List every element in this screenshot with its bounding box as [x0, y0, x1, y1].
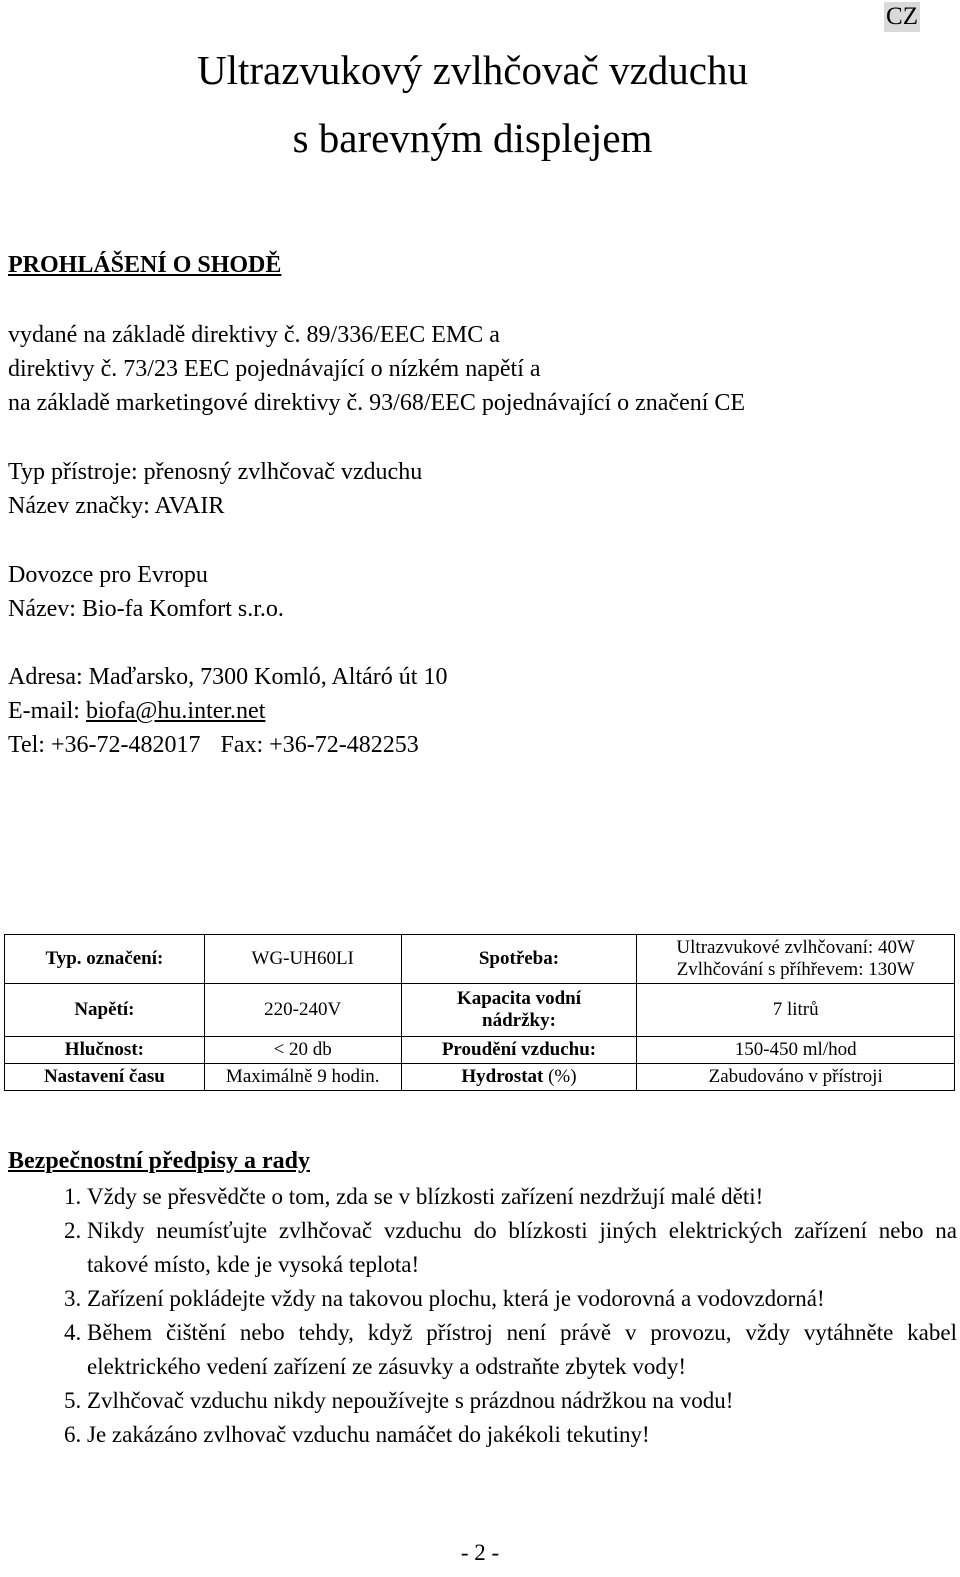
- page-number: - 2 -: [460, 1540, 500, 1565]
- spec-row: [5, 935, 955, 984]
- declaration-heading: PROHLÁŠENÍ O SHODĚ: [8, 252, 282, 278]
- importer-phone-fax: [8, 728, 419, 762]
- list-item: 6. Je zakázáno zvlhovač vzduchu namáčet do jakékoli tekutiny!: [87, 1418, 957, 1452]
- email-link[interactable]: biofa@hu.inter.net: [85, 698, 266, 724]
- list-item: 1. Vždy se přesvědčte o tom, zda se v blízkosti zařízení nezdržují malé děti!: [87, 1180, 957, 1214]
- spec-label: [401, 1064, 637, 1091]
- spec-value-line: Zvlhčování s příhřevem: 130W: [676, 959, 915, 980]
- spec-value: Zabudováno v přístroji: [637, 1064, 955, 1091]
- spec-value: [637, 935, 955, 984]
- safety-list: [47, 1180, 957, 1452]
- spec-value: 220-240V: [204, 984, 401, 1037]
- spec-label-line: Kapacita vodní: [456, 988, 581, 1009]
- spec-value: 150-450 ml/hod: [637, 1037, 955, 1064]
- list-item: 4. Během čištění nebo tehdy, když přístroj není právě v provozu, vždy vytáhněte kabel elektrického vedení zařízení ze zásuvky a odstraňte zbytek vody!: [87, 1316, 957, 1384]
- list-item: 3. Zařízení pokládejte vždy na takovou plochu, která je vodorovná a vodovzdorná!: [87, 1282, 957, 1316]
- spec-label-line: nádržky:: [482, 1010, 556, 1031]
- importer-email: [8, 694, 265, 728]
- spec-label: Spotřeba:: [401, 935, 637, 984]
- declaration-line: vydané na základě direktivy č. 89/336/EEC EMC a: [8, 322, 500, 348]
- spec-table: [4, 934, 955, 1091]
- list-item: 5. Zvlhčovač vzduchu nikdy nepoužívejte s prázdnou nádržkou na vodu!: [87, 1384, 957, 1418]
- list-item: 2. Nikdy neumísťujte zvlhčovač vzduchu do blízkosti jiných elektrických zařízení nebo na takové místo, kde je vysoká teplota!: [87, 1214, 957, 1282]
- spec-label: Typ. označení:: [5, 935, 205, 984]
- spec-label-unit: (%): [543, 1066, 577, 1087]
- spec-value: WG-UH60LI: [204, 935, 401, 984]
- brand-name: Název značky: AVAIR: [8, 493, 225, 519]
- phone-number: Tel: +36-72-482017: [8, 732, 201, 758]
- fax-number: Fax: +36-72-482253: [220, 732, 419, 758]
- device-type: Typ přístroje: přenosný zvlhčovač vzduchu: [8, 459, 423, 485]
- spec-value: 7 litrů: [637, 984, 955, 1037]
- declaration-line: na základě marketingové direktivy č. 93/68/EEC pojednávající o značení CE: [8, 390, 746, 416]
- spec-row: [5, 984, 955, 1037]
- page-title-line-1: Ultrazvukový zvlhčovač vzduchu: [196, 47, 749, 93]
- spec-value-line: Ultrazvukové zvlhčovaní: 40W: [676, 937, 915, 958]
- language-tag: CZ: [884, 2, 920, 32]
- spec-label: Nastavení času: [5, 1064, 205, 1091]
- spec-label: Hlučnost:: [5, 1037, 205, 1064]
- spec-label: Proudění vzduchu:: [401, 1037, 637, 1064]
- spec-row: [5, 1064, 955, 1091]
- spec-row: [5, 1037, 955, 1064]
- importer-name: Název: Bio-fa Komfort s.r.o.: [8, 596, 284, 622]
- spec-value: Maximálně 9 hodin.: [204, 1064, 401, 1091]
- importer-address: Adresa: Maďarsko, 7300 Komló, Altáró út 10: [8, 664, 448, 690]
- spec-value: < 20 db: [204, 1037, 401, 1064]
- safety-heading: Bezpečnostní předpisy a rady: [8, 1148, 311, 1174]
- importer-heading: Dovozce pro Evropu: [8, 562, 208, 588]
- declaration-line: direktivy č. 73/23 EEC pojednávající o nízkém napětí a: [8, 356, 541, 382]
- spec-label: [401, 984, 637, 1037]
- spec-label: Napětí:: [5, 984, 205, 1037]
- spec-label-text: Hydrostat: [461, 1066, 544, 1087]
- page-title-line-2: s barevným displejem: [292, 115, 653, 161]
- email-label: E-mail:: [8, 698, 86, 724]
